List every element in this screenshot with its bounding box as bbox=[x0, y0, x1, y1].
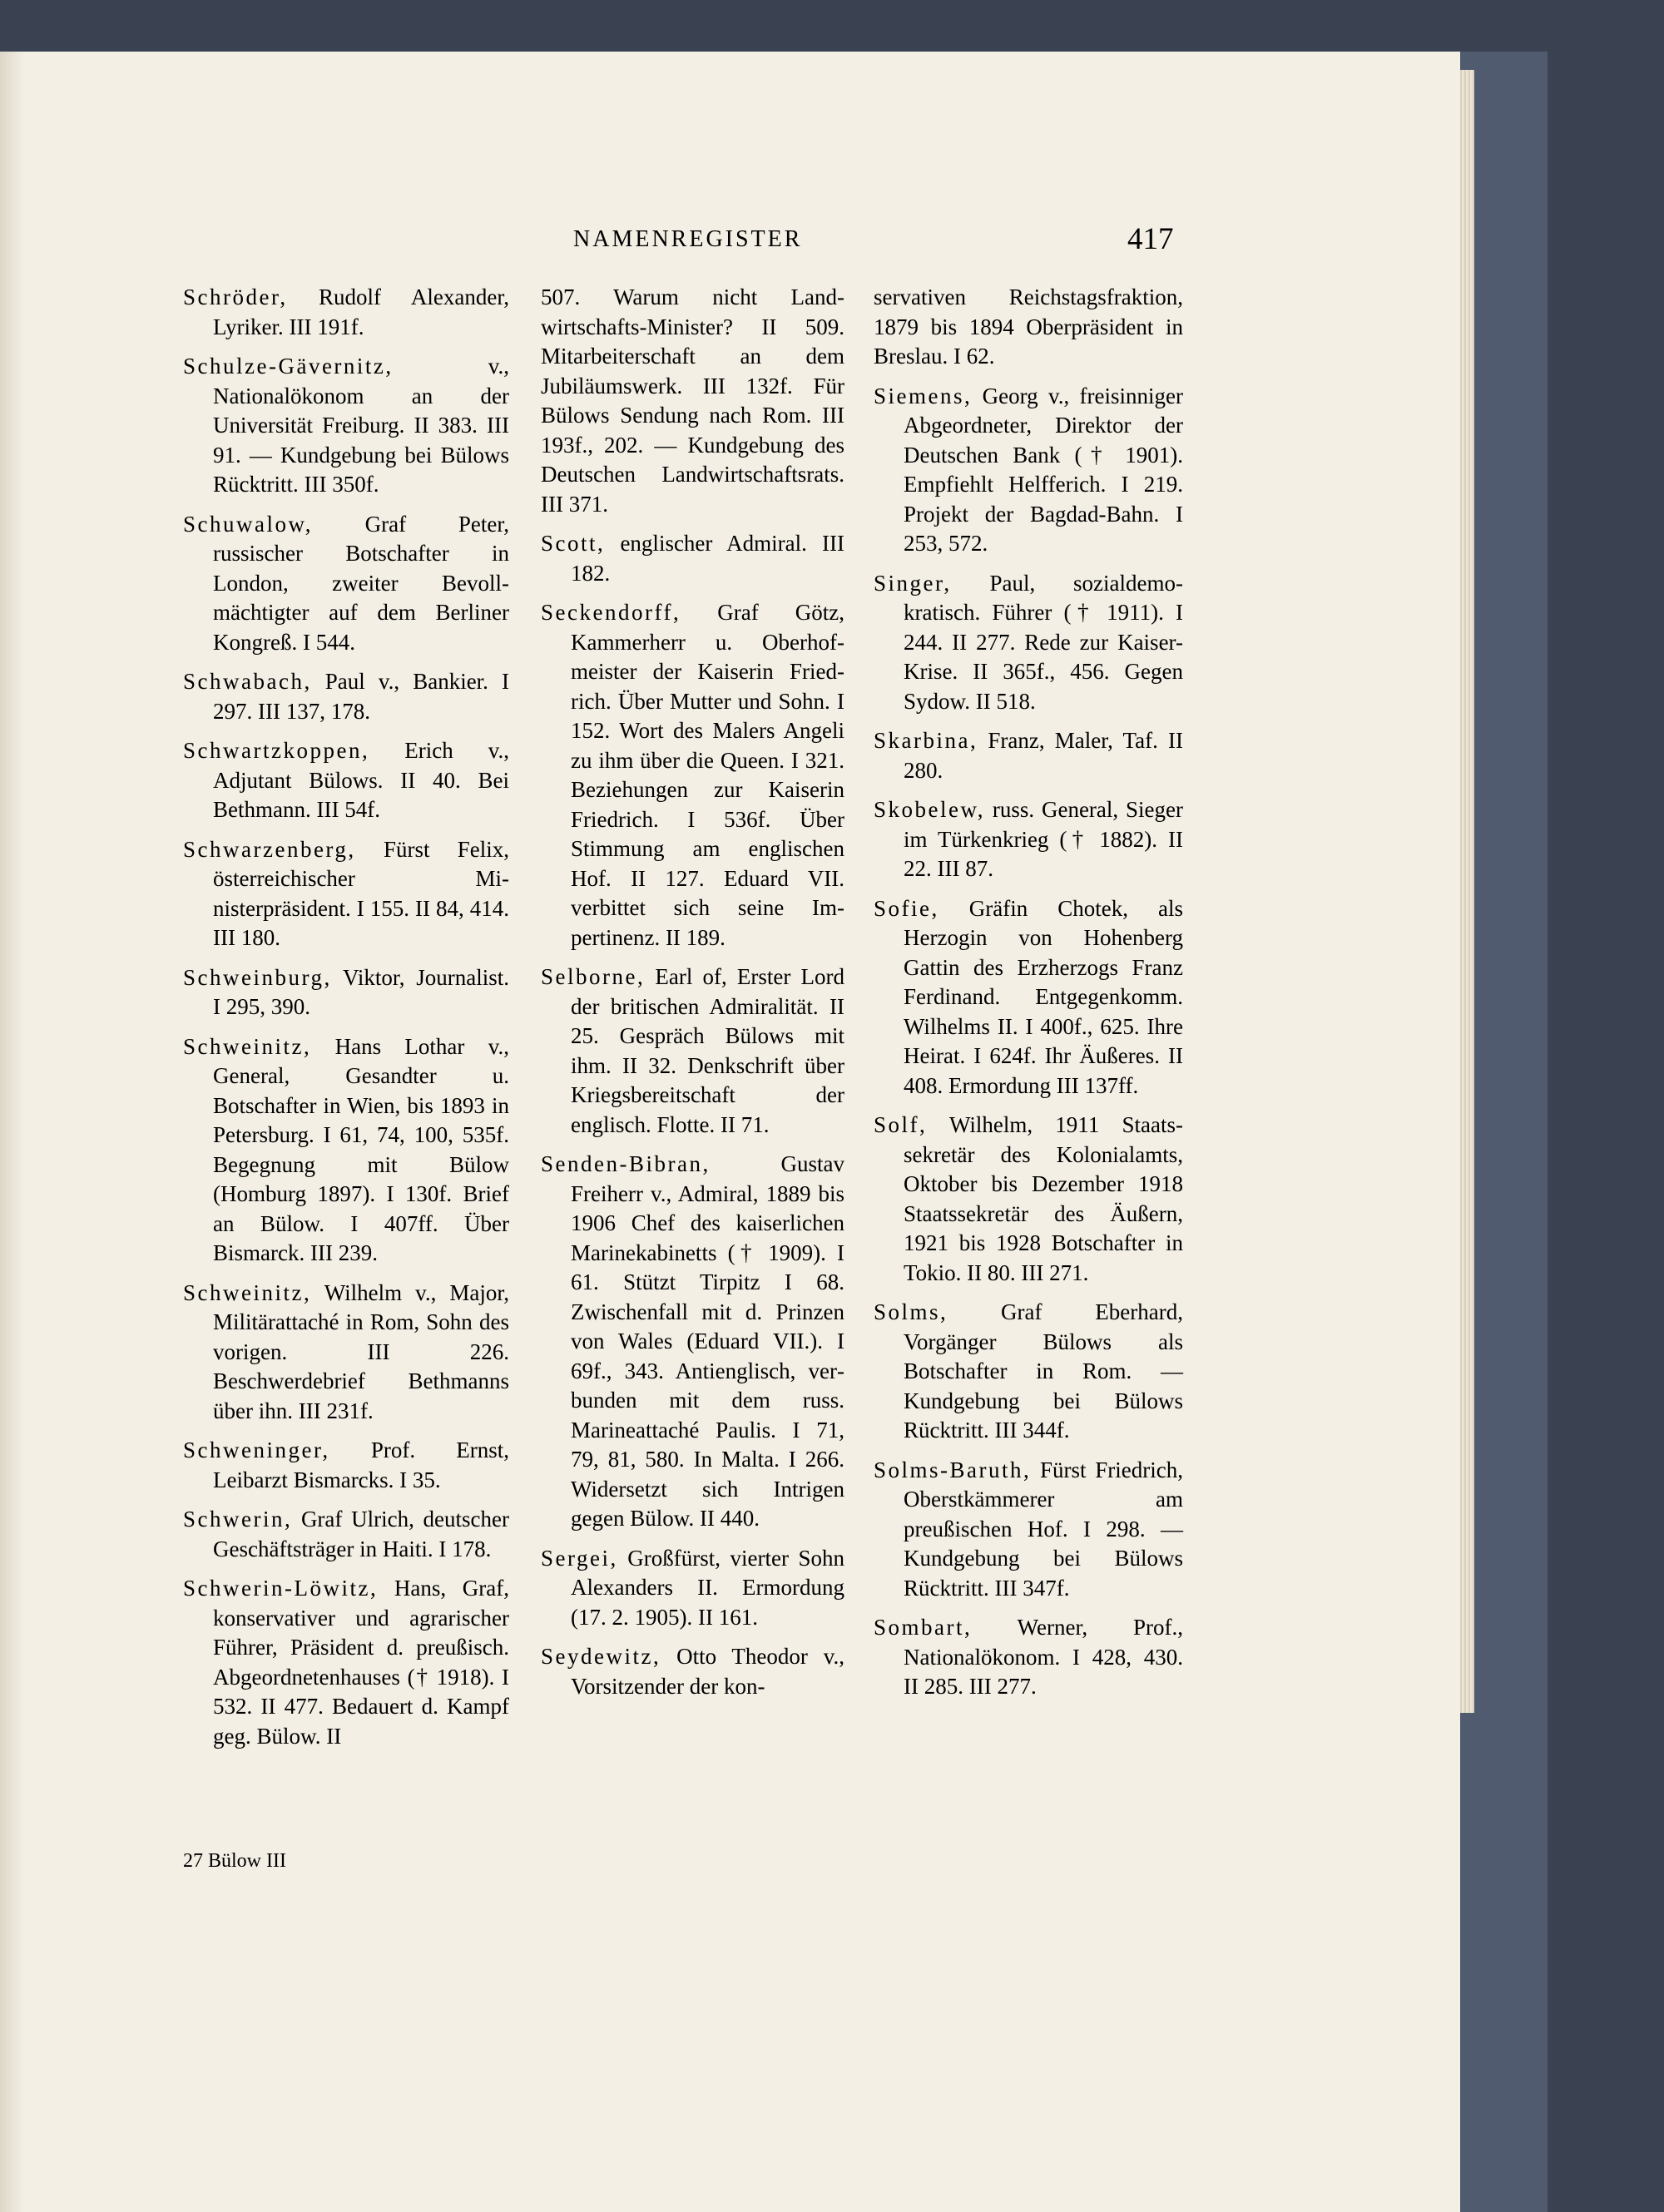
entry-text: Graf Götz, Kammerherr u. Oberhofmeister der Kaiserin Friedrich. Über Mutter und Sohn. I 152. Wort des Malers Angeli zu ihm über die Queen. I 321. Beziehungen zur Kaiserin Friedrich. I 536f. Über Stimmung am englischen Hof. II 127. Eduard VII. verbittet sich seine Impertinenz. II 189. bbox=[571, 600, 844, 950]
entry-name: Seckendorff, bbox=[541, 600, 681, 625]
entry-text: Gräfin Chotek, als Herzogin von Hohenberg Gattin des Erzherzogs Franz Ferdinand. Entgegenkomm. Wilhelms II. I 400f., 625. Ihre Heirat. I 624f. Ihr Äußeres. II 408. Ermordung III 137ff. bbox=[904, 895, 1183, 1098]
entry-text: Fürst Felix, österreichischer Ministerpräsident. I 155. II 84, 414. III 180. bbox=[213, 836, 509, 950]
index-entry bbox=[541, 962, 844, 1140]
index-entry bbox=[874, 795, 1183, 884]
entry-name: Schwerin-Löwitz, bbox=[183, 1576, 379, 1601]
index-entry bbox=[874, 1111, 1183, 1288]
entry-name: Schröder, bbox=[183, 285, 288, 309]
entry-name: Schwabach, bbox=[183, 669, 312, 694]
entry-name: Schweninger, bbox=[183, 1438, 330, 1462]
entry-name: Sombart, bbox=[874, 1615, 973, 1640]
page-gutter-shadow bbox=[0, 52, 25, 2212]
index-entry bbox=[183, 1505, 509, 1564]
index-entry bbox=[183, 510, 509, 658]
entry-name: Senden-Bibran, bbox=[541, 1151, 711, 1176]
index-entry bbox=[183, 352, 509, 500]
entry-text: Georg v., freisinniger Abgeordneter, Direktor der Deutschen Bank († 1901). Empfiehlt Helfferich. I 219. Projekt der Bagdad-Bahn. I 253, 572. bbox=[904, 383, 1183, 556]
entry-text: Graf Eberhard, Vorgänger Bülows als Botschafter in Rom. — Kundgebung bei Bülows Rücktritt. III 344f. bbox=[904, 1299, 1183, 1443]
entry-text: Graf Peter, russischer Botschafter in London, zweiter Bevollmächtigter auf dem Berliner Kongreß. I 544. bbox=[213, 511, 509, 655]
entry-text: Werner, Prof., Nationalökonom. I 428, 430. II 285. III 277. bbox=[904, 1615, 1183, 1699]
index-entry bbox=[874, 1456, 1183, 1604]
entry-name: Skarbina, bbox=[874, 728, 978, 753]
entry-text: englischer Admiral. III 182. bbox=[571, 531, 844, 586]
index-entry bbox=[541, 1642, 844, 1701]
header-title: NAMENREGISTER bbox=[573, 226, 803, 252]
index-entry bbox=[183, 963, 509, 1022]
entry-text: Wilhelm, 1911 Staatssekretär des Kolonialamts, Oktober bis Dezember 1918 Staatssekretär des Äußern, 1921 bis 1928 Botschafter in Tokio. II 80. III 271. bbox=[904, 1112, 1183, 1285]
entry-text: Paul v., Bankier. I 297. III 137, 178. bbox=[213, 669, 509, 724]
signature-mark: 27 Bülow III bbox=[183, 1850, 286, 1872]
entry-text: Prof. Ernst, Leibarzt Bismarcks. I 35. bbox=[213, 1438, 509, 1492]
entry-text: Franz, Maler, Taf. II 280. bbox=[904, 728, 1183, 783]
entry-name: Sergei, bbox=[541, 1545, 618, 1571]
entry-name: Schuwalow, bbox=[183, 511, 313, 537]
entry-name: Scott, bbox=[541, 531, 606, 556]
index-entry bbox=[183, 1279, 509, 1427]
entry-name: Schweinitz, bbox=[183, 1279, 312, 1305]
entry-name: Schulze-Gävernitz, bbox=[183, 354, 394, 379]
index-entry bbox=[874, 569, 1183, 717]
index-entry bbox=[541, 598, 844, 953]
running-header bbox=[0, 222, 1460, 276]
entry-name: Solms, bbox=[874, 1299, 948, 1324]
index-column-2 bbox=[541, 283, 844, 1711]
index-entry bbox=[183, 283, 509, 342]
entry-name: Siemens, bbox=[874, 383, 973, 408]
entry-text: 507. Warum nicht Landwirtschafts-Minister? II 509. Mitarbeiterschaft an dem Jubiläumswerk. III 132f. Für Bülows Sendung nach Rom. III 193f., 202. — Kundgebung des Deutschen Landwirtschaftsrats. III 371. bbox=[541, 285, 844, 517]
entry-text: Hans Lothar v., General, Gesandter u. Botschafter in Wien, bis 1893 in Petersburg. I 61, 74, 100, 535f. Begegnung mit Bülow (Homburg 1897). I 130f. Brief an Bülow. I 407ff. Über Bismarck. III 239. bbox=[213, 1033, 509, 1265]
index-entry bbox=[183, 835, 509, 953]
entry-text: Erich v., Adjutant Bülows. II 40. Bei Bethmann. III 54f. bbox=[213, 738, 509, 822]
index-entry bbox=[541, 1150, 844, 1534]
index-entry bbox=[183, 1436, 509, 1495]
entry-name: Seydewitz, bbox=[541, 1644, 661, 1669]
index-entry bbox=[874, 1613, 1183, 1702]
index-column-3 bbox=[874, 283, 1183, 1712]
index-entry bbox=[874, 726, 1183, 785]
entry-text: Wilhelm v., Major, Militärattaché in Rom, Sohn des vorigen. III 226. Beschwerdebrief Bethmanns über ihn. III 231f. bbox=[213, 1279, 509, 1423]
entry-text: Hans, Graf, konservativer und agrarischer Führer, Präsident d. preußisch. Abgeordnetenhauses († 1918). I 532. II 477. Bedauert d. Kampf geg. Bülow. II bbox=[213, 1576, 509, 1749]
entry-text: Großfürst, vierter Sohn Alexanders II. Ermordung (17. 2. 1905). II 161. bbox=[571, 1545, 844, 1630]
entry-text: v., Nationalökonom an der Universität Freiburg. II 383. III 91. — Kundgebung bei Bülows Rücktritt. III 350f. bbox=[213, 354, 509, 497]
entry-text: Paul, sozialdemokratisch. Führer († 1911). I 244. II 277. Rede zur Kaiser-Krise. II 365f., 456. Gegen Sydow. II 518. bbox=[904, 570, 1183, 714]
entry-text: Fürst Friedrich, Oberstkämmerer am preußischen Hof. I 298. — Kundgebung bei Bülows Rücktritt. III 347f. bbox=[904, 1457, 1183, 1601]
index-entry bbox=[874, 894, 1183, 1101]
entry-name: Solms-Baruth, bbox=[874, 1457, 1032, 1482]
index-entry bbox=[183, 736, 509, 825]
page-number: 417 bbox=[1127, 222, 1174, 256]
entry-name: Skobelew, bbox=[874, 797, 985, 822]
index-entry bbox=[183, 667, 509, 726]
entry-name: Singer, bbox=[874, 570, 952, 596]
entry-text: Gustav Freiherr v., Admiral, 1889 bis 1906 Chef des kaiserlichen Marinekabinetts († 1909). I 61. Stützt Tirpitz I 68. Zwischenfall mit d. Prinzen von Wales (Eduard VII.). I 69f., 343. Antienglisch, verbunden mit dem russ. Marineattaché Paulis. I 71, 79, 81, 580. In Malta. I 266. Widersetzt sich Intrigen gegen Bülow. II 440. bbox=[571, 1151, 844, 1531]
index-entry bbox=[541, 529, 844, 588]
index-entry bbox=[874, 1298, 1183, 1446]
entry-name: Schweinburg, bbox=[183, 964, 332, 990]
entry-text: Otto Theodor v., Vorsitzender der kon- bbox=[571, 1644, 844, 1699]
index-entry-continuation bbox=[541, 283, 844, 519]
index-entry bbox=[183, 1574, 509, 1751]
entry-name: Schweinitz, bbox=[183, 1033, 312, 1059]
entry-text: Graf Ulrich, deutscher Geschäftsträger in Haiti. I 178. bbox=[213, 1507, 509, 1561]
index-entry bbox=[541, 1544, 844, 1633]
entry-text: russ. General, Sieger im Türkenkrieg († 1882). II 22. III 87. bbox=[904, 797, 1183, 881]
entry-name: Schwerin, bbox=[183, 1507, 293, 1532]
entry-text: Viktor, Journalist. I 295, 390. bbox=[213, 964, 509, 1019]
index-column-1 bbox=[183, 283, 509, 1761]
entry-text: servativen Reichstagsfraktion, 1879 bis 1894 Oberpräsident in Breslau. I 62. bbox=[874, 285, 1183, 369]
entry-text: Earl of, Erster Lord der britischen Admiralität. II 25. Gespräch Bülows mit ihm. II 32. Denkschrift über Kriegsbereitschaft der englisch. Flotte. II 71. bbox=[571, 964, 844, 1137]
entry-name: Selborne, bbox=[541, 964, 646, 989]
index-entry bbox=[874, 382, 1183, 559]
index-entry-continuation bbox=[874, 283, 1183, 372]
entry-name: Solf, bbox=[874, 1112, 928, 1137]
entry-name: Schwarzenberg, bbox=[183, 836, 356, 862]
entry-text: Rudolf Alexander, Lyriker. III 191f. bbox=[213, 285, 509, 339]
index-entry bbox=[183, 1032, 509, 1269]
entry-name: Schwartzkoppen, bbox=[183, 738, 370, 763]
entry-name: Sofie, bbox=[874, 895, 939, 921]
